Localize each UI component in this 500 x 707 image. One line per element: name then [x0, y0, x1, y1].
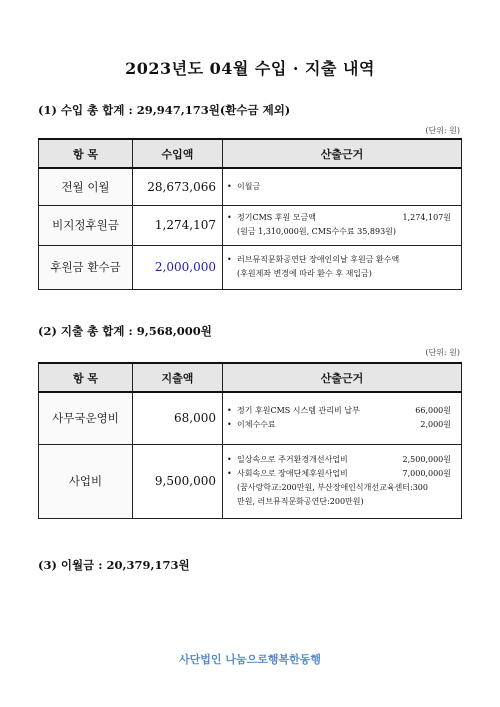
expense-unit: (단위: 원)	[425, 348, 460, 357]
expense-header-item: 항 목	[39, 363, 133, 392]
bullet-icon: •	[227, 455, 232, 464]
table-row	[39, 245, 462, 289]
row-item: 사무국운영비	[39, 392, 133, 444]
row-item: 비지정후원금	[39, 205, 133, 245]
table-row	[39, 205, 462, 245]
row-amount: 9,500,000	[133, 444, 223, 518]
bullet-icon: •	[227, 181, 232, 191]
row-item: 전월 이월	[39, 168, 133, 205]
row-amount: 1,274,107	[133, 205, 223, 245]
carryover-heading: (3) 이월금 : 20,379,173원	[38, 558, 190, 572]
row-item: 후원금 환수금	[39, 245, 133, 289]
table-row	[39, 168, 462, 205]
row-basis: • 정기 후원CMS 시스템 관리비 납부 66,000원 • 이체수수료 2,000원	[223, 392, 462, 444]
row-amount: 68,000	[133, 392, 223, 444]
expense-header-basis: 산출근거	[223, 363, 462, 392]
income-header-item: 항 목	[39, 139, 133, 168]
page-title: 2023년도 04월 수입 · 지출 내역	[125, 59, 375, 78]
expense-table	[38, 362, 462, 519]
income-heading: (1) 수입 총 합계 : 29,947,173원(환수금 제외)	[38, 103, 291, 117]
row-item: 사업비	[39, 444, 133, 518]
bullet-icon: •	[227, 469, 232, 478]
table-row	[39, 444, 462, 518]
row-basis: • 러브뮤직문화공연단 장애인의날 후원금 환수액 (후원제좌 변경에 따라 환수 후 재입금)	[223, 245, 462, 289]
income-header-amount: 수입액	[133, 139, 223, 168]
expense-heading: (2) 지출 총 합계 : 9,568,000원	[38, 324, 212, 338]
row-amount: 28,673,066	[133, 168, 223, 205]
row-basis: • 이월금	[223, 168, 462, 205]
expense-header-amount: 지출액	[133, 363, 223, 392]
row-amount: 2,000,000	[133, 245, 223, 289]
row-basis: • 정기CMS 후원 모금액 1,274,107원 (원금 1,310,000원, CMS수수료 35,893원)	[223, 205, 462, 245]
income-unit: (단위: 원)	[425, 126, 460, 135]
row-basis: • 일상속으로 주거환경개선사업비 2,500,000원 • 사회속으로 장애단체후원사업비 7,000,000원 (꿈사랑학교:200만원, 부산장애인식개선교육센터:300 만원, 러브뮤직문화공연단:200만원)	[223, 444, 462, 518]
bullet-icon: •	[227, 406, 232, 416]
organization-footer: 사단법인 나눔으로행복한동행	[179, 653, 321, 666]
income-table	[38, 138, 462, 290]
table-row	[39, 392, 462, 444]
income-header-basis: 산출근거	[223, 139, 462, 168]
bullet-icon: •	[227, 255, 232, 264]
bullet-icon: •	[227, 213, 232, 222]
bullet-icon: •	[227, 420, 232, 430]
